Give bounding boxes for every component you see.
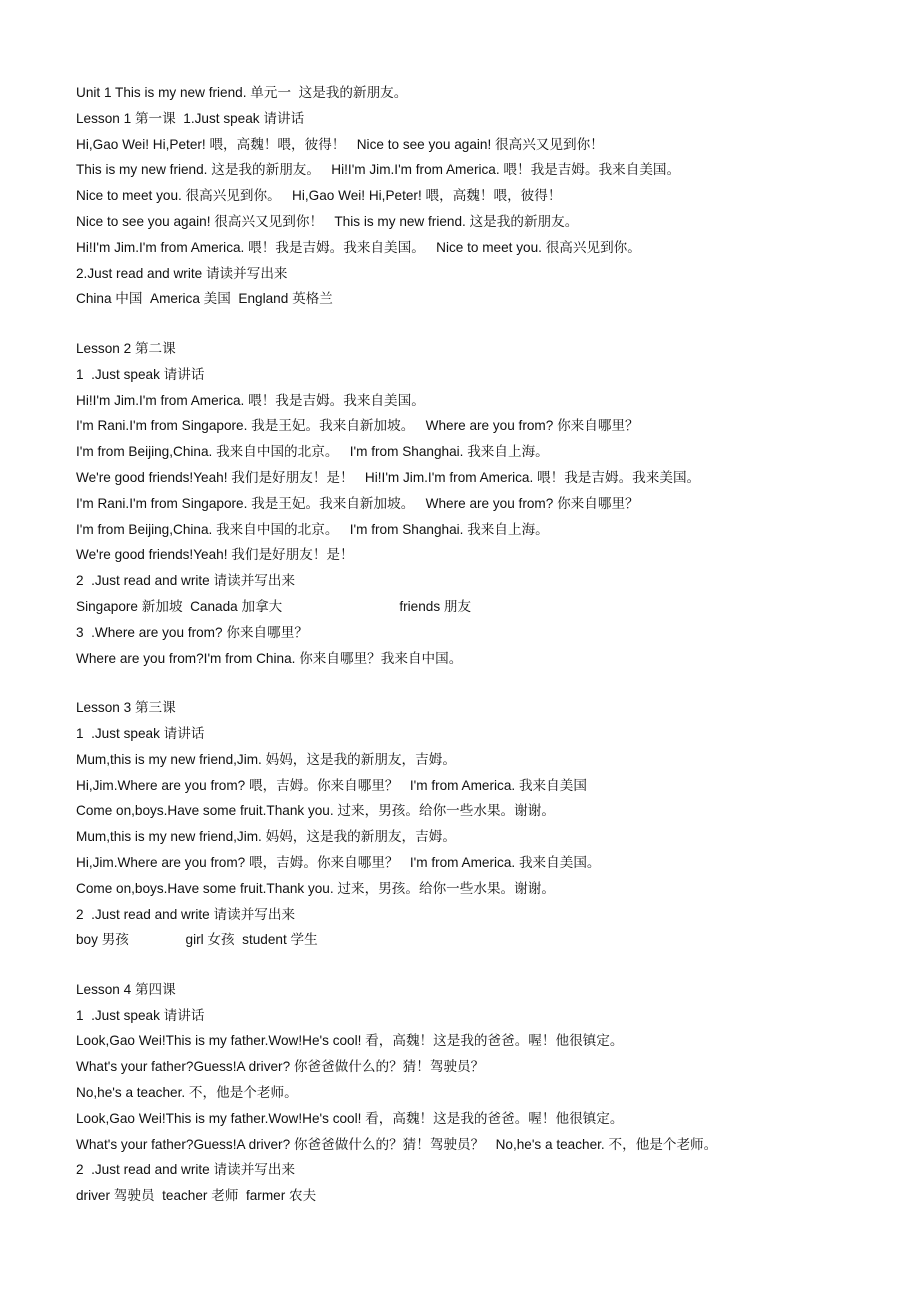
text-line: 2 .Just read and write 请读并写出来 xyxy=(76,906,296,922)
text-line: Look,Gao Wei!This is my father.Wow!He's cool! 看，高魏！这是我的爸爸。喔！他很镇定。 xyxy=(76,1110,624,1126)
text-line: Lesson 1 第一课 1.Just speak 请讲话 xyxy=(76,110,305,126)
text-line: Lesson 4 第四课 xyxy=(76,981,176,997)
text-line: Mum,this is my new friend,Jim. 妈妈，这是我的新朋友，吉姆。 xyxy=(76,751,456,767)
text-line: 1 .Just speak 请讲话 xyxy=(76,1007,205,1023)
text-line: Unit 1 This is my new friend. 单元一 这是我的新朋友。 xyxy=(76,85,408,100)
text-line: Hi,Jim.Where are you from? 喂，吉姆。你来自哪里？ I'm from America. 我来自美国。 xyxy=(76,854,601,870)
text-line: Look,Gao Wei!This is my father.Wow!He's cool! 看，高魏！这是我的爸爸。喔！他很镇定。 xyxy=(76,1033,624,1049)
document-body xyxy=(76,80,896,1209)
blank-line xyxy=(76,671,896,695)
text-line: I'm Rani.I'm from Singapore. 我是王妃。我来自新加坡。 Where are you from? 你来自哪里？ xyxy=(76,418,639,434)
text-line: We're good friends!Yeah! 我们是好朋友！是！ Hi!I'm Jim.I'm from America. 喂！我是吉姆。我来美国。 xyxy=(76,469,701,485)
text-line: Mum,this is my new friend,Jim. 妈妈，这是我的新朋友，吉姆。 xyxy=(76,829,456,845)
text-line: 1 .Just speak 请讲话 xyxy=(76,366,205,382)
text-line: I'm from Beijing,China. 我来自中国的北京。 I'm from Shanghai. 我来自上海。 xyxy=(76,444,549,460)
text-line: Nice to see you again! 很高兴又见到你！ This is my new friend. 这是我的新朋友。 xyxy=(76,213,579,229)
text-line: 2 .Just read and write 请读并写出来 xyxy=(76,1162,296,1178)
text-line: I'm Rani.I'm from Singapore. 我是王妃。我来自新加坡。 Where are you from? 你来自哪里？ xyxy=(76,495,639,511)
text-line: Singapore 新加坡 Canada 加拿大 friends 朋友 xyxy=(76,598,472,614)
text-line: Hi,Jim.Where are you from? 喂，吉姆。你来自哪里？ I'm from America. 我来自美国 xyxy=(76,777,587,793)
text-line: 2 .Just read and write 请读并写出来 xyxy=(76,573,296,589)
text-line: 2.Just read and write 请读并写出来 xyxy=(76,265,288,281)
text-line: What's your father?Guess!A driver? 你爸爸做什么的？猜！驾驶员？ xyxy=(76,1059,485,1075)
text-line: Hi,Gao Wei! Hi,Peter! 喂，高魏！喂，彼得！ Nice to see you again! 很高兴又见到你！ xyxy=(76,136,604,152)
text-line: Come on,boys.Have some fruit.Thank you. 过来，男孩。给你一些水果。谢谢。 xyxy=(76,803,555,819)
text-line: I'm from Beijing,China. 我来自中国的北京。 I'm from Shanghai. 我来自上海。 xyxy=(76,521,549,537)
text-line: China 中国 America 美国 England 英格兰 xyxy=(76,291,333,307)
text-line: Hi!I'm Jim.I'm from America. 喂！我是吉姆。我来自美国。 xyxy=(76,392,425,408)
text-line: Lesson 3 第三课 xyxy=(76,700,176,716)
text-line: No,he's a teacher. 不，他是个老师。 xyxy=(76,1085,298,1101)
text-line: Nice to meet you. 很高兴见到你。 Hi,Gao Wei! Hi,Peter! 喂，高魏！喂，彼得！ xyxy=(76,188,562,204)
text-line: Come on,boys.Have some fruit.Thank you. 过来，男孩。给你一些水果。谢谢。 xyxy=(76,880,555,896)
text-line: We're good friends!Yeah! 我们是好朋友！是！ xyxy=(76,547,354,563)
blank-line xyxy=(76,312,896,336)
text-line: boy 男孩 girl 女孩 student 学生 xyxy=(76,932,318,948)
text-line: What's your father?Guess!A driver? 你爸爸做什么的？猜！驾驶员？ No,he's a teacher. 不，他是个老师。 xyxy=(76,1136,718,1152)
text-line: Where are you from?I'm from China. 你来自哪里？我来自中国。 xyxy=(76,650,463,666)
text-line: 3 .Where are you from? 你来自哪里？ xyxy=(76,624,308,640)
text-line: Lesson 2 第二课 xyxy=(76,340,176,356)
text-line: Hi!I'm Jim.I'm from America. 喂！我是吉姆。我来自美国。 Nice to meet you. 很高兴见到你。 xyxy=(76,239,641,255)
blank-line xyxy=(76,953,896,977)
text-line: 1 .Just speak 请讲话 xyxy=(76,725,205,741)
text-line: driver 驾驶员 teacher 老师 farmer 农夫 xyxy=(76,1188,317,1204)
text-line: This is my new friend. 这是我的新朋友。 Hi!I'm Jim.I'm from America. 喂！我是吉姆。我来自美国。 xyxy=(76,162,681,178)
